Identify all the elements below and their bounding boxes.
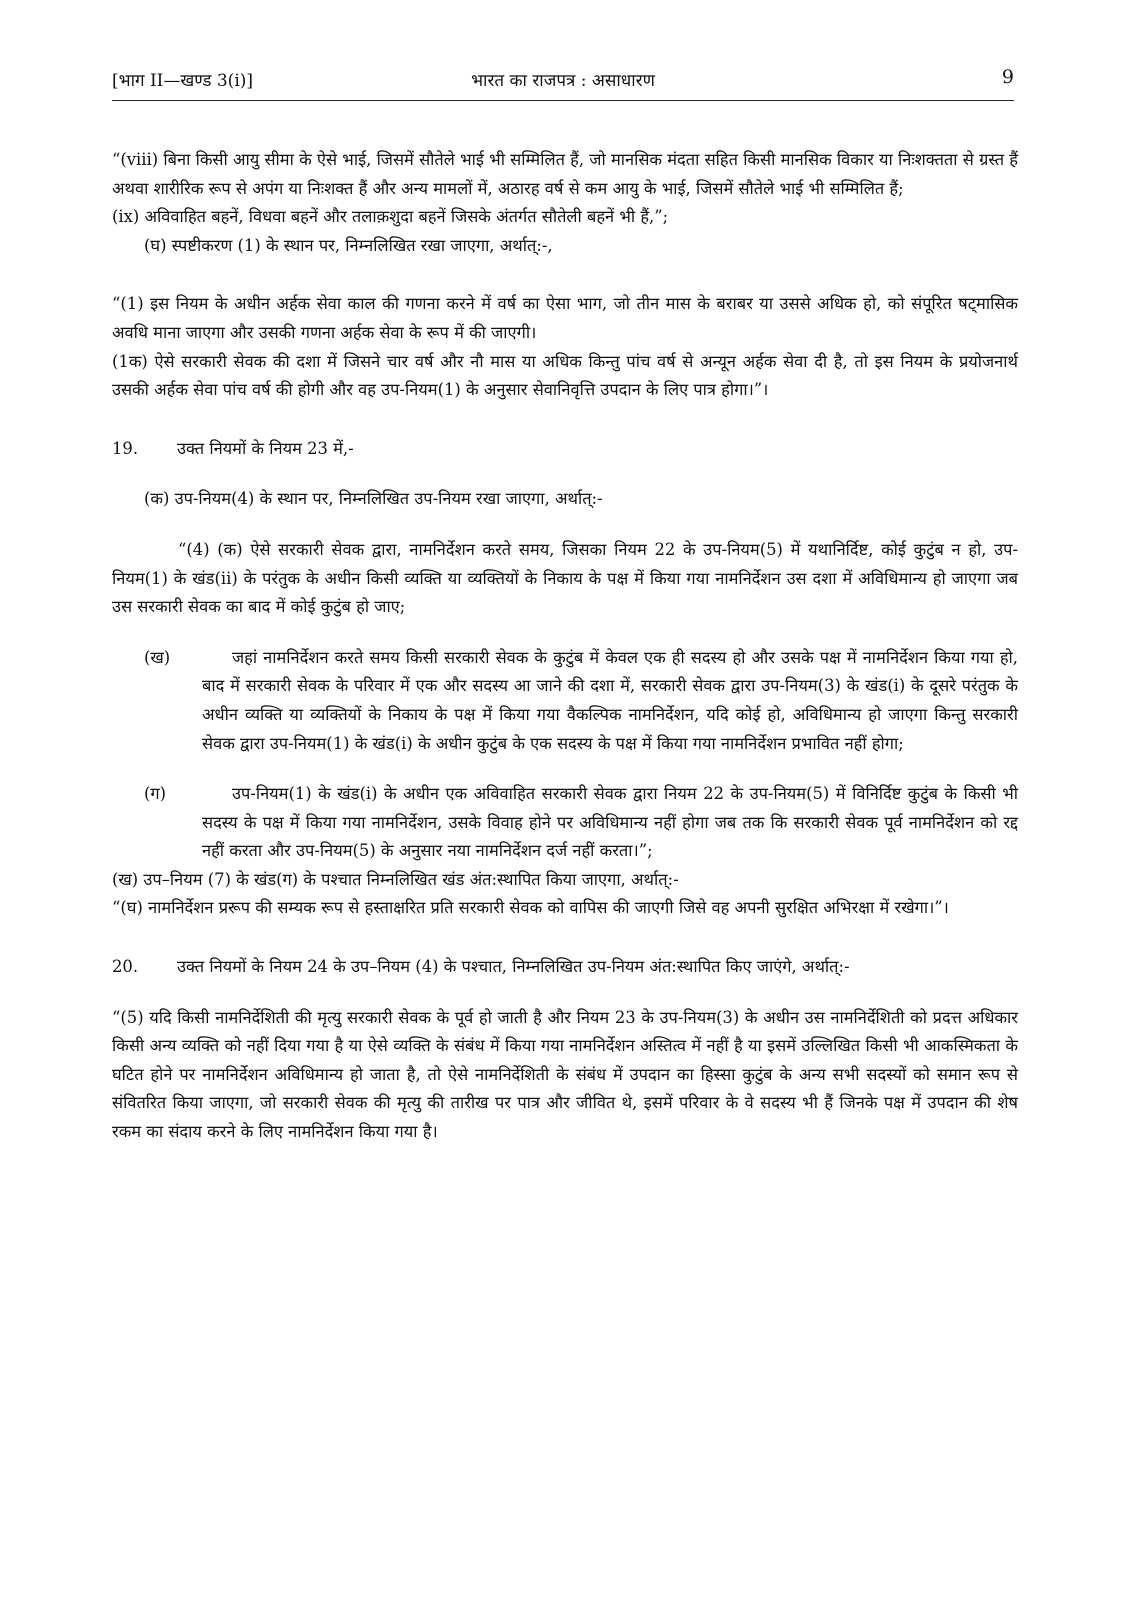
- subrule-4-ga-text: उप-नियम(1) के खंड(i) के अधीन एक अविवाहित सरकारी सेवक द्वारा नियम 22 के उप-नियम(5) में विनिर्दिष्ट कुटुंब के किसी भी सदस्य के पक्ष में किया गया नामनिर्देशन, उसके विवाह होने पर अविधिमान्य नहीं होगा जब तक कि सरकारी सेवक पूर्व नामनिर्देशन को रद्द नहीं करता और उप-नियम(5) के अनुसार नया नामनिर्देशन दर्ज नहीं करता।”;: [202, 784, 1018, 861]
- subrule-4-kha-marker: (ख): [144, 647, 171, 667]
- subrule-4-ga: [144, 780, 1018, 866]
- page-number: 9: [1001, 66, 1014, 88]
- subrule-4-kha-text: जहां नामनिर्देशन करते समय किसी सरकारी सेवक के कुटुंब में केवल एक ही सदस्य हो और उसके पक्ष में नामनिर्देशन किया गया हो, बाद में सरकारी सेवक के परिवार में एक और सदस्य आ जाने की दशा में, सरकारी सेवक द्वारा उप-नियम(3) के खंड(i) के दूसरे परंतुक के अधीन व्यक्ति या व्यक्तियों के निकाय के पक्ष में किया गया वैकल्पिक नामनिर्देशन, यदि कोई हो, अविधिमान्य हो जाएगा किन्तु सरकारी सेवक द्वारा उप-नियम(1) के खंड(i) के अधीन कुटुंब के एक सदस्य के पक्ष में किया गया नामनिर्देशन प्रभावित नहीं होगा;: [202, 647, 1018, 753]
- explanation-1ka: (1क) ऐसे सरकारी सेवक की दशा में जिसने चार वर्ष और नौ मास या अधिक किन्तु पांच वर्ष से अन्यून अर्हक सेवा दी है, तो इस नियम के प्रयोजनार्थ उसकी अर्हक सेवा पांच वर्ष की होगी और वह उप-नियम(1) के अनुसार सेवानिवृत्ति उपदान के लिए पात्र होगा।”।: [112, 351, 1018, 400]
- subrule-4-ga-marker: (ग): [144, 784, 167, 804]
- clause-gha-nomination-form: “(घ) नामनिर्देशन प्ररूप की सम्यक रूप से हस्ताक्षरित प्रति सरकारी सेवक को वापिस की जाएगी जिसे वह अपनी सुरक्षित अभिरक्षा में रखेगा।”।: [112, 898, 949, 918]
- rule-20-number: 20.: [112, 957, 139, 977]
- explanation-1: “(1) इस नियम के अधीन अर्हक सेवा काल की गणना करने में वर्ष का ऐसा भाग, जो तीन मास के बराबर या उससे अधिक हो, को संपूरित षट्मासिक अवधि माना जाएगा और उसकी गणना अर्हक सेवा के रूप में की जाएगी।: [112, 294, 1018, 342]
- subrule-4-ka: “(4) (क) ऐसे सरकारी सेवक द्वारा, नामनिर्देशन करते समय, जिसका नियम 22 के उप-नियम(5) में यथानिर्दिष्ट, कोई कुटुंब न हो, उप-नियम(1) के खंड(ii) के परंतुक के अधीन किसी व्यक्ति या व्यक्तियों के निकाय के पक्ष में किया गया नामनिर्देशन उस दशा में अविधिमान्य हो जाएगा जब उस सरकारी सेवक का बाद में कोई कुटुंब हो जाए;: [112, 539, 1018, 617]
- clause-kha-insertion: (ख) उप–नियम (7) के खंड(ग) के पश्चात निम्नलिखित खंड अंत:स्थापित किया जाएगा, अर्थात्:-: [112, 869, 679, 889]
- rule-20-text: उक्त नियमों के नियम 24 के उप–नियम (4) के पश्चात, निम्नलिखित उप-नियम अंत:स्थापित किए जाएंगे, अर्थात्:-: [177, 957, 850, 977]
- clause-ix: (ix) अविवाहित बहनें, विधवा बहनें और तलाक़शुदा बहनें जिसके अंतर्गत सौतेली बहनें भी हैं,”;: [112, 207, 669, 227]
- subrule-4-kha: [144, 644, 1018, 758]
- clause-gha-explanation: (घ) स्पष्टीकरण (1) के स्थान पर, निम्नलिखित रखा जाएगा, अर्थात्:-,: [144, 235, 553, 255]
- rule-20: [112, 953, 1018, 982]
- rule-19-text: उक्त नियमों के नियम 23 में,-: [177, 438, 354, 458]
- rule-19: [112, 435, 1018, 464]
- page-header: [112, 66, 1014, 101]
- clause-viii: “(viii) बिना किसी आयु सीमा के ऐसे भाई, जिसमें सौतेले भाई भी सम्मिलित हैं, जो मानसिक मंदता सहित किसी मानसिक विकार या निःशक्तता से ग्रस्त हैं अथवा शारीरिक रूप से अपंग या निःशक्त हैं और अन्य मामलों में, अठारह वर्ष से कम आयु के भाई, जिसमें सौतेले भाई भी सम्मिलित हैं;: [112, 150, 1018, 198]
- subrule-5: “(5) यदि किसी नामनिर्देशिती की मृत्यु सरकारी सेवक के पूर्व हो जाती है और नियम 23 के उप-नियम(3) के अधीन उस नामनिर्देशिती को प्रदत्त अधिकार किसी अन्य व्यक्ति को नहीं दिया गया है या ऐसे व्यक्ति के संबंध में किया गया नामनिर्देशन अस्तित्व में नहीं है या इसमें उल्लिखित किसी भी आकस्मिकता के घटित होने पर नामनिर्देशन अविधिमान्य हो जाता है, तो ऐसे नामनिर्देशिती के संबंध में उपदान का हिस्सा कुटुंब के अन्य सभी सदस्यों को समान रूप से संवितरित किया जाएगा, जो सरकारी सेवक की मृत्यु की तारीख पर पात्र और जीवित थे, इसमें परिवार के वे सदस्य भी हैं जिनके पक्ष में उपदान की शेष रकम का संदाय करने के लिए नामनिर्देशन किया गया है।: [112, 1007, 1018, 1142]
- rule-19-number: 19.: [112, 438, 139, 458]
- header-part-section: [भाग II—खण्ड 3(i)]: [112, 71, 254, 91]
- header-gazette-title: भारत का राजपत्र : असाधारण: [471, 71, 655, 91]
- document-body: [112, 146, 1018, 1147]
- rule-19-clause-ka: (क) उप-नियम(4) के स्थान पर, निम्नलिखित उप-नियम रखा जाएगा, अर्थात्:-: [144, 489, 603, 509]
